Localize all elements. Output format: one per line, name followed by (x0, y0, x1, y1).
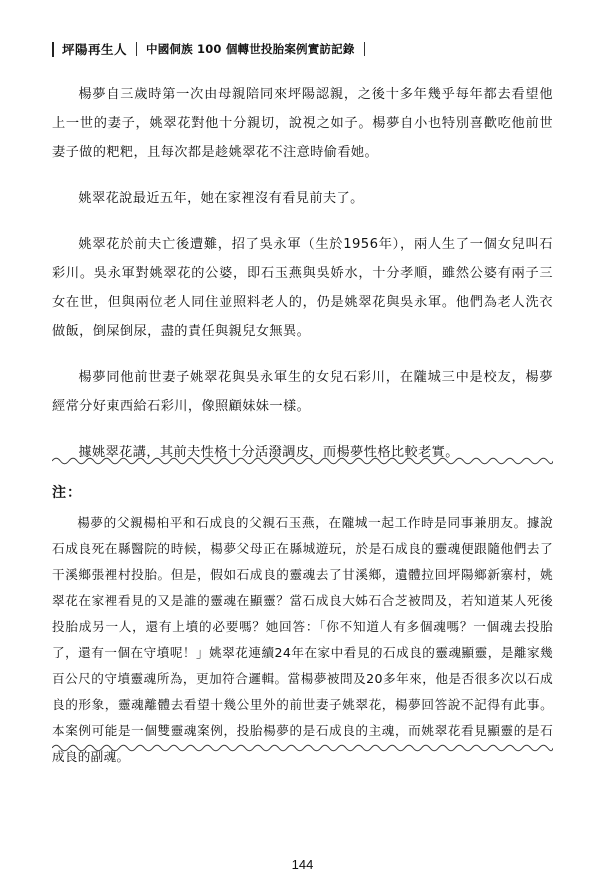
note-paragraph: 楊夢的父親楊桕平和石成良的父親石玉燕，在隴城一起工作時是同事兼朋友。據說石成良死在縣醫院的時候，楊夢父母正在縣城遊玩，於是石成良的靈魂便跟隨他們去了干溪鄉張裡村投胎。但是，假如石成良的靈魂去了甘溪鄉，遺體拉回坪陽鄉新寨村，姚翠花在家裡看見的又是誰的靈魂在顯靈？當石成良大姊石合芝被問及，若知道某人死後投胎成另一人，還有上墳的必要嗎？她回答：「你不知道人有多個魂嗎？一個魂去投胎了，還有一個在守墳呢！」姚翠花連續24年在家中看見的石成良的靈魂顯靈，是離家幾百公尺的守墳靈魂所為，更加符合邏輯。當楊夢被問及20多年來，他是否很多次以石成良的形象，靈魂離體去看望十幾公里外的前世妻子姚翠花，楊夢回答說不記得有此事。本案例可能是一個雙靈魂案例，投胎楊夢的是石成良的主魂，而姚翠花看見顯靈的是石成良的副魂。 (52, 515, 553, 764)
header-right-rule (364, 42, 365, 56)
note-label: 注： (52, 485, 82, 501)
body-paragraph: 據姚翠花講，其前夫性格十分活潑調皮，而楊夢性格比較老實。 (78, 445, 459, 460)
header-left-rule (52, 42, 54, 57)
running-header (52, 36, 553, 62)
header-subtitle: 中國侗族 100 個轉世投胎案例實訪記錄 (146, 42, 355, 56)
body-paragraph: 姚翠花說最近五年，她在家裡沒有看見前夫了。 (78, 191, 364, 206)
body-paragraph: 楊夢自三歲時第一次由母親陪同來坪陽認親，之後十多年幾乎每年都去看望他上一世的妻子，姚翠花對他十分親切，說視之如子。楊夢自小也特別喜歡吃他前世妻子做的粑粑，且每次都是趁姚翠花不注意時偷看她。 (52, 87, 553, 160)
body-paragraph: 姚翠花於前夫亡後遭難，招了吳永軍（生於1956年），兩人生了一個女兒叫石彩川。吳永軍對姚翠花的公婆，即石玉燕與吳娇水，十分孝順，雖然公婆有兩子三女在世，但與兩位老人同住並照料老人的，仍是姚翠花與吳永軍。他們為老人洗衣做飯，倒屎倒尿，盡的責任與親兒女無異。 (52, 237, 553, 339)
page-number: 144 (291, 857, 314, 872)
divider-squiggle-top (52, 455, 553, 467)
body-text-area (52, 80, 553, 484)
note-section (52, 482, 553, 770)
header-book-title: 坪陽再生人 (62, 42, 128, 57)
divider-squiggle-bottom (52, 742, 553, 754)
body-paragraph: 楊夢同他前世妻子姚翠花與吳永軍生的女兒石彩川，在隴城三中是校友，楊夢經常分好東西給石彩川，像照顧妹妹一樣。 (52, 370, 553, 414)
header-separator (136, 42, 137, 56)
